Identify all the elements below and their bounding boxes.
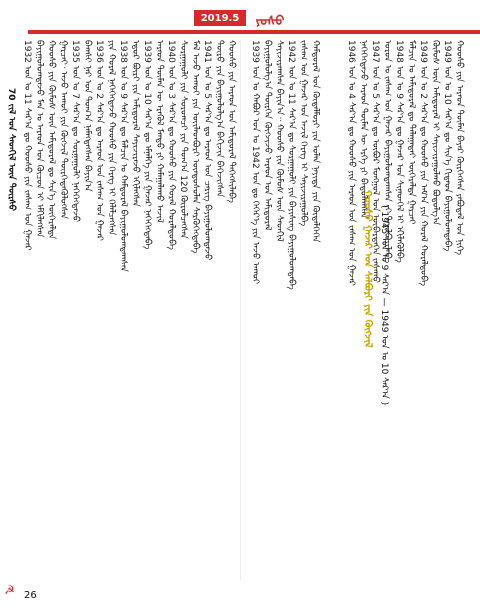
text-line <box>322 40 332 580</box>
text-line: 1949 ᠣᠨ ᠤ 2 ᠰᠠᠷ᠎ᠠ ᠳᠤ ᠬᠣᠣᠰᠤ ᠶᠢᠨ ᠠᠮ᠎ᠠ ᠶᠢᠨ ᠬᠤᠷᠠᠯ ᠬᠤᠷᠠᠯᠳᠤᠪᠠ <box>418 40 428 287</box>
issue-badge: 2019.5 <box>194 10 246 26</box>
text-line: ᠮᠠᠯᠴᠢᠨ ᠤ ᠠᠮᠢᠳᠤᠷᠠᠯ ᠳᠤ ᠲᠠᠯᠠᠭᠠᠳᠠᠢ ᠥᠭᠡᠷᠡᠯᠲᠡ ᠭᠠᠷᠴᠠᠢ <box>406 40 416 225</box>
page-number: 26 <box>24 590 37 601</box>
text-line: 1941 ᠣᠨ ᠤ 5 ᠰᠠᠷ᠎ᠠ ᠳᠤ ᠠᠷᠠᠳ ᠤᠨ ᠴᠡᠷᠢᠭ ᠪᠠᠶᠢᠭᠤᠯᠤᠭᠳᠠᠵᠤ <box>202 40 212 261</box>
text-line: 1940 ᠣᠨ ᠤ 3 ᠰᠠᠷ᠎ᠠ ᠳᠤ ᠬᠣᠣᠰᠤ ᠶᠢᠨ ᠬᠤᠷᠠᠯ ᠬᠤᠷᠠᠯᠳᠤᠪᠠ <box>166 40 176 250</box>
text-line: 1932 ᠣᠨ ᠤ 11 ᠰᠠᠷ᠎ᠠ ᠳᠤ ᠬᠣᠣᠰᠤ ᠶᠢᠨ ᠵᠠᠰᠠᠭ ᠤᠨ ᠭᠠᠵᠠᠷ <box>22 40 32 251</box>
text-line: ᠬᠣᠣᠰᠤ ᠶᠢᠨ ᠠᠷᠠᠳ ᠤᠨ ᠠᠮᠢᠳᠤᠷᠠᠯ ᠳᠡᠭᠡᠭᠰᠢᠯᠡᠪᠡ <box>226 40 236 203</box>
text-line: ᠪᠠᠶᠢᠭᠤᠯᠤᠯᠭ᠎ᠠ ᠲᠦᠷᠭᠡᠨ ᠬᠥᠭᠵᠢᠵᠦ ᠠᠷᠠᠳ ᠤᠨ ᠠᠮᠢᠳᠤᠷᠠᠯ <box>262 40 272 231</box>
magazine-logo <box>248 8 292 29</box>
text-line <box>334 40 344 580</box>
column-gutter <box>240 40 241 580</box>
text-line: 1935 ᠣᠨ ᠤ 7 ᠰᠠᠷ᠎ᠠ ᠳᠤ ᠰᠤᠷᠭᠠᠭᠤᠯᠢ ᠨᠡᠭᠡᠭᠡᠭᠳᠡᠵᠦ <box>70 40 80 223</box>
section-heading: ᠬᠣᠣᠰᠤ ᠭᠠᠵᠠᠷ ᠤᠨ ᠰᠠᠯᠪᠤᠷᠢ ᠶᠢᠨ ᠬᠥᠭᠵᠢᠯ <box>362 190 373 348</box>
series-title: 70 ᠵᠢᠯ ᠤᠨ ᠰᠡᠳᠬᠢᠯ ᠦᠨ ᠳᠦᠷᠰᠦ <box>6 88 16 211</box>
text-column-left <box>22 40 236 580</box>
text-line: ᠰᠠᠶᠢᠵᠢᠷᠠᠭᠰᠠᠨ ᠪᠠᠶᠢᠨ᠎ᠠ᠃ ᠬᠣᠣᠰᠤ ᠶᠢᠨ ᠬᠦᠮᠦᠰ ᠦᠨ ᠰᠡᠳᠬᠢᠯ <box>274 40 284 242</box>
text-line: ᠬᠣᠣᠰᠤ ᠶᠢᠨ ᠠᠷᠠᠳ ᠲᠦᠮᠡᠨ ᠪᠠᠶᠠᠷ ᠬᠦᠷᠭᠡᠭᠰᠡᠨ ᠶᠠᠪᠤᠳᠠᠯ ᠤᠨ ᠨᠢᠭᠡ <box>454 40 464 256</box>
text-line: 1947 ᠣᠨ ᠤ 5 ᠰᠠᠷ᠎ᠠ ᠳᠤ ᠦᠪᠦᠷ ᠮᠣᠩᠭᠣᠯ ᠤᠨ ᠥᠪᠡᠷᠲᠡᠭᠡᠨ ᠵᠠᠰᠠᠬᠤ <box>370 40 380 283</box>
text-line: ᠠᠷᠠᠳ ᠲᠦᠮᠡᠨ ᠦ ᠡᠷᠡᠭᠦᠯ ᠮᠡᠨᠳᠦ ᠶᠢ ᠬᠠᠮᠠᠭᠠᠯᠠᠬᠤ ᠠᠵᠢᠯ <box>154 40 164 223</box>
text-line: 1948 ᠣᠨ ᠤ 9 ᠰᠠᠷ᠎ᠠ ᠳᠤ ᠭᠠᠵᠠᠷ ᠤᠨ ᠰᠢᠨᠡᠳᠬᠡᠯ ᠢ ᠡᠬᠢᠯᠡᠭᠦᠯᠪᠡ <box>394 40 404 263</box>
text-line: ᠶᠢᠨ ᠬᠤᠷᠠᠯ ᠨᠡᠭᠡᠭᠡᠭᠳᠡᠵᠦ ᠬᠣᠣᠰᠤ ᠶᠢᠨ ᠬᠡᠷᠡᠭ ᠢ ᠬᠡᠯᠡᠯᠴᠡᠭᠰᠡᠨ <box>106 40 116 236</box>
text-line: ᠵᠠᠰᠠᠭ ᠤᠨ ᠭᠠᠵᠠᠷ ᠤᠨ ᠠᠵᠢᠯ ᠬᠡᠷᠡᠭ ᠢ ᠰᠠᠶᠢᠵᠢᠷᠠᠭᠤᠯᠪᠠ <box>298 40 308 227</box>
text-line: ᠬᠦᠮᠦᠰ ᠦᠨ ᠠᠮᠢᠳᠤᠷᠠᠯ ᠢ ᠰᠠᠶᠢᠵᠢᠷᠠᠭᠤᠯᠬᠤ ᠪᠣᠳᠤᠯᠭ᠎ᠠ <box>430 40 440 226</box>
text-line: ᠣᠷᠤᠨ ᠤ ᠵᠠᠰᠠᠭ ᠤᠨ ᠭᠠᠵᠠᠷ ᠪᠠᠶᠢᠭᠤᠯᠤᠭᠳᠠᠭᠰᠠᠨ ᠵᠢ ᠲᠠᠶᠢᠯᠪᠤᠷᠢᠯᠠᠪᠠ <box>382 40 392 264</box>
series-sidebar <box>0 36 18 596</box>
text-line: ᠪᠠᠶᠢᠭᠤᠯᠤᠭᠳᠠᠵᠤ ᠮᠠᠨ ᠤ ᠠᠷᠠᠳ ᠤᠨ ᠬᠦᠴᠦᠨ ᠢ ᠡᠮᠬᠢᠯᠡᠭᠰᠡᠨ <box>34 40 44 238</box>
text-line: ᠲᠥᠷᠦ ᠶᠢᠨ ᠪᠠᠶᠢᠭᠤᠯᠤᠯᠭ᠎ᠠ ᠪᠡᠬᠢᠵᠢᠨ ᠪᠡᠭᠡᠵᠢᠭᠰᠡᠨ <box>214 40 224 198</box>
section-dates: ( 1945 ᠣᠨ ᠤ 9 ᠰᠠᠷ᠎ᠠ — 1949 ᠣᠨ ᠤ 10 ᠰᠠᠷ᠎ᠠ ) <box>379 205 389 406</box>
text-line: 1939 ᠣᠨ ᠤ ᠬᠠᠪᠤᠷ ᠣᠨ ᠤ 1942 ᠣᠨ ᠳᠤ ᠬᠡᠭᠡᠷ᠎ᠡ ᠶᠢᠨ ᠠᠵᠤ ᠠᠬᠤᠢ <box>250 40 260 284</box>
text-line: ᠪᠠᠭᠰᠢ ᠨᠠᠷ ᠤᠨ ᠲᠣᠭ᠎ᠠ ᠨᠡᠮᠡᠭᠳᠡᠭᠰᠡᠨ ᠪᠠᠶᠢᠨ᠎ᠠ <box>82 40 92 192</box>
text-line: ᠨᠡᠭᠡᠭᠡᠭᠳᠡᠵᠦ ᠠᠷᠠᠳ ᠲᠦᠮᠡᠨ ᠦ ᠡᠷᠬᠡ ᠶᠢ ᠪᠠᠲᠤᠯᠠᠭᠰᠠᠨ <box>358 40 368 219</box>
text-line: 1942 ᠣᠨ ᠤ 11 ᠰᠠᠷ᠎ᠠ ᠳᠤ ᠰᠤᠷᠭᠠᠭᠤᠯᠢ ᠶᠢᠨ ᠪᠠᠶᠢᠰᠢᠩ ᠪᠠᠶᠢᠭᠤᠯᠤᠭᠳᠠᠪᠠ <box>286 40 296 290</box>
text-line: 1939 ᠣᠨ ᠤ 10 ᠰᠠᠷ᠎ᠠ ᠳᠤ ᠡᠮᠨᠡᠯᠭᠡ ᠶᠢᠨ ᠭᠠᠵᠠᠷ ᠨᠡᠭᠡᠭᠡᠭᠳᠡᠪᠡ <box>142 40 152 250</box>
text-line: ᠮᠠᠯ ᠠᠵᠤ ᠠᠬᠤᠢ ᠶᠢᠨ ᠦᠢᠯᠡᠳᠪᠦᠷᠢ ᠦᠨᠳᠦᠰᠦᠯᠡᠨ ᠰᠡᠷᠭᠦᠭᠡᠭᠳᠡᠪᠡ <box>190 40 200 254</box>
party-emblem-icon: ☭ <box>4 583 15 597</box>
text-line: ᠡᠳ᠋ᠦᠷ ᠪᠦᠷᠢ ᠶᠢᠨ ᠠᠮᠢᠳᠤᠷᠠᠯ ᠰᠠᠶᠢᠵᠢᠷᠠᠵᠤ ᠡᠬᠢᠯᠡᠭᠰᠡᠨ <box>130 40 140 207</box>
logo-text: ᠶᠣᠰᠤ <box>255 13 285 29</box>
text-line: ᠰᠤᠷᠭᠠᠭᠤᠯᠢ ᠶᠢᠨ ᠰᠤᠷᠤᠭᠴᠢ ᠶᠢᠨ ᠲᠣᠭ᠎ᠠ 120 ᠬᠦᠷᠦᠯᠴᠡᠭᠰᠡᠨ <box>178 40 188 239</box>
text-line: ᠬᠣᠣᠰᠤ ᠶᠢᠨ ᠬᠦᠮᠦᠰ ᠦᠨ ᠠᠮᠢᠳᠤᠷᠠᠯ ᠳᠤ ᠰᠢᠨ᠎ᠡ ᠥᠭᠡᠷᠡᠯᠲᠡ <box>46 40 56 240</box>
text-line: 1936 ᠣᠨ ᠤ 2 ᠰᠠᠷ᠎ᠠ ᠳᠤ ᠠᠷᠠᠳ ᠤᠨ ᠵᠠᠰᠠᠭ ᠤᠨ ᠭᠠᠵᠠᠷ <box>94 40 104 241</box>
text-line: ᠭᠠᠷᠴᠠᠢ᠂ ᠠᠵᠤ ᠠᠬᠤᠢ ᠶᠢᠨ ᠬᠥᠭᠵᠢᠯ ᠲᠦᠷᠭᠡᠳᠡᠭᠦᠯᠦᠭᠰᠡᠨ <box>58 40 68 220</box>
text-line: 1946 ᠣᠨ ᠤ 4 ᠰᠠᠷ᠎ᠠ ᠳᠤ ᠬᠣᠣᠰᠤ ᠶᠢᠨ ᠠᠷᠠᠳ ᠤᠨ ᠵᠠᠰᠠᠭ ᠤᠨ ᠭᠠᠵᠠᠷ <box>346 40 356 286</box>
text-line: 1938 ᠣᠨ ᠤ 9 ᠰᠠᠷ᠎ᠠ ᠳᠤ ᠮᠠᠯᠴᠢᠨ ᠤ ᠬᠠᠮᠲᠤᠷᠠᠯ ᠪᠠᠶᠢᠭᠤᠯᠤᠭᠳᠠᠭᠰᠠᠨ <box>118 40 128 272</box>
header-rule <box>28 30 480 34</box>
text-line: 1949 ᠣᠨ ᠤ 10 ᠰᠠᠷ᠎ᠠ ᠳᠤ ᠰᠢᠨ᠎ᠡ ᠬᠢᠲᠠᠳ ᠪᠠᠶᠢᠭᠤᠯᠤᠭᠳᠠᠪᠠ <box>442 40 452 252</box>
text-line: ᠬᠠᠮᠲᠤᠷᠠᠯ ᠤᠨ ᠬᠥᠳᠡᠯᠮᠦᠷᠢ ᠶᠢᠨ ᠣᠯᠠᠨ ᠨᠡᠶᠢᠲᠡ ᠶᠢᠨ ᠬᠥᠳᠡᠯᠭᠡᠭᠡᠨ <box>310 40 320 243</box>
